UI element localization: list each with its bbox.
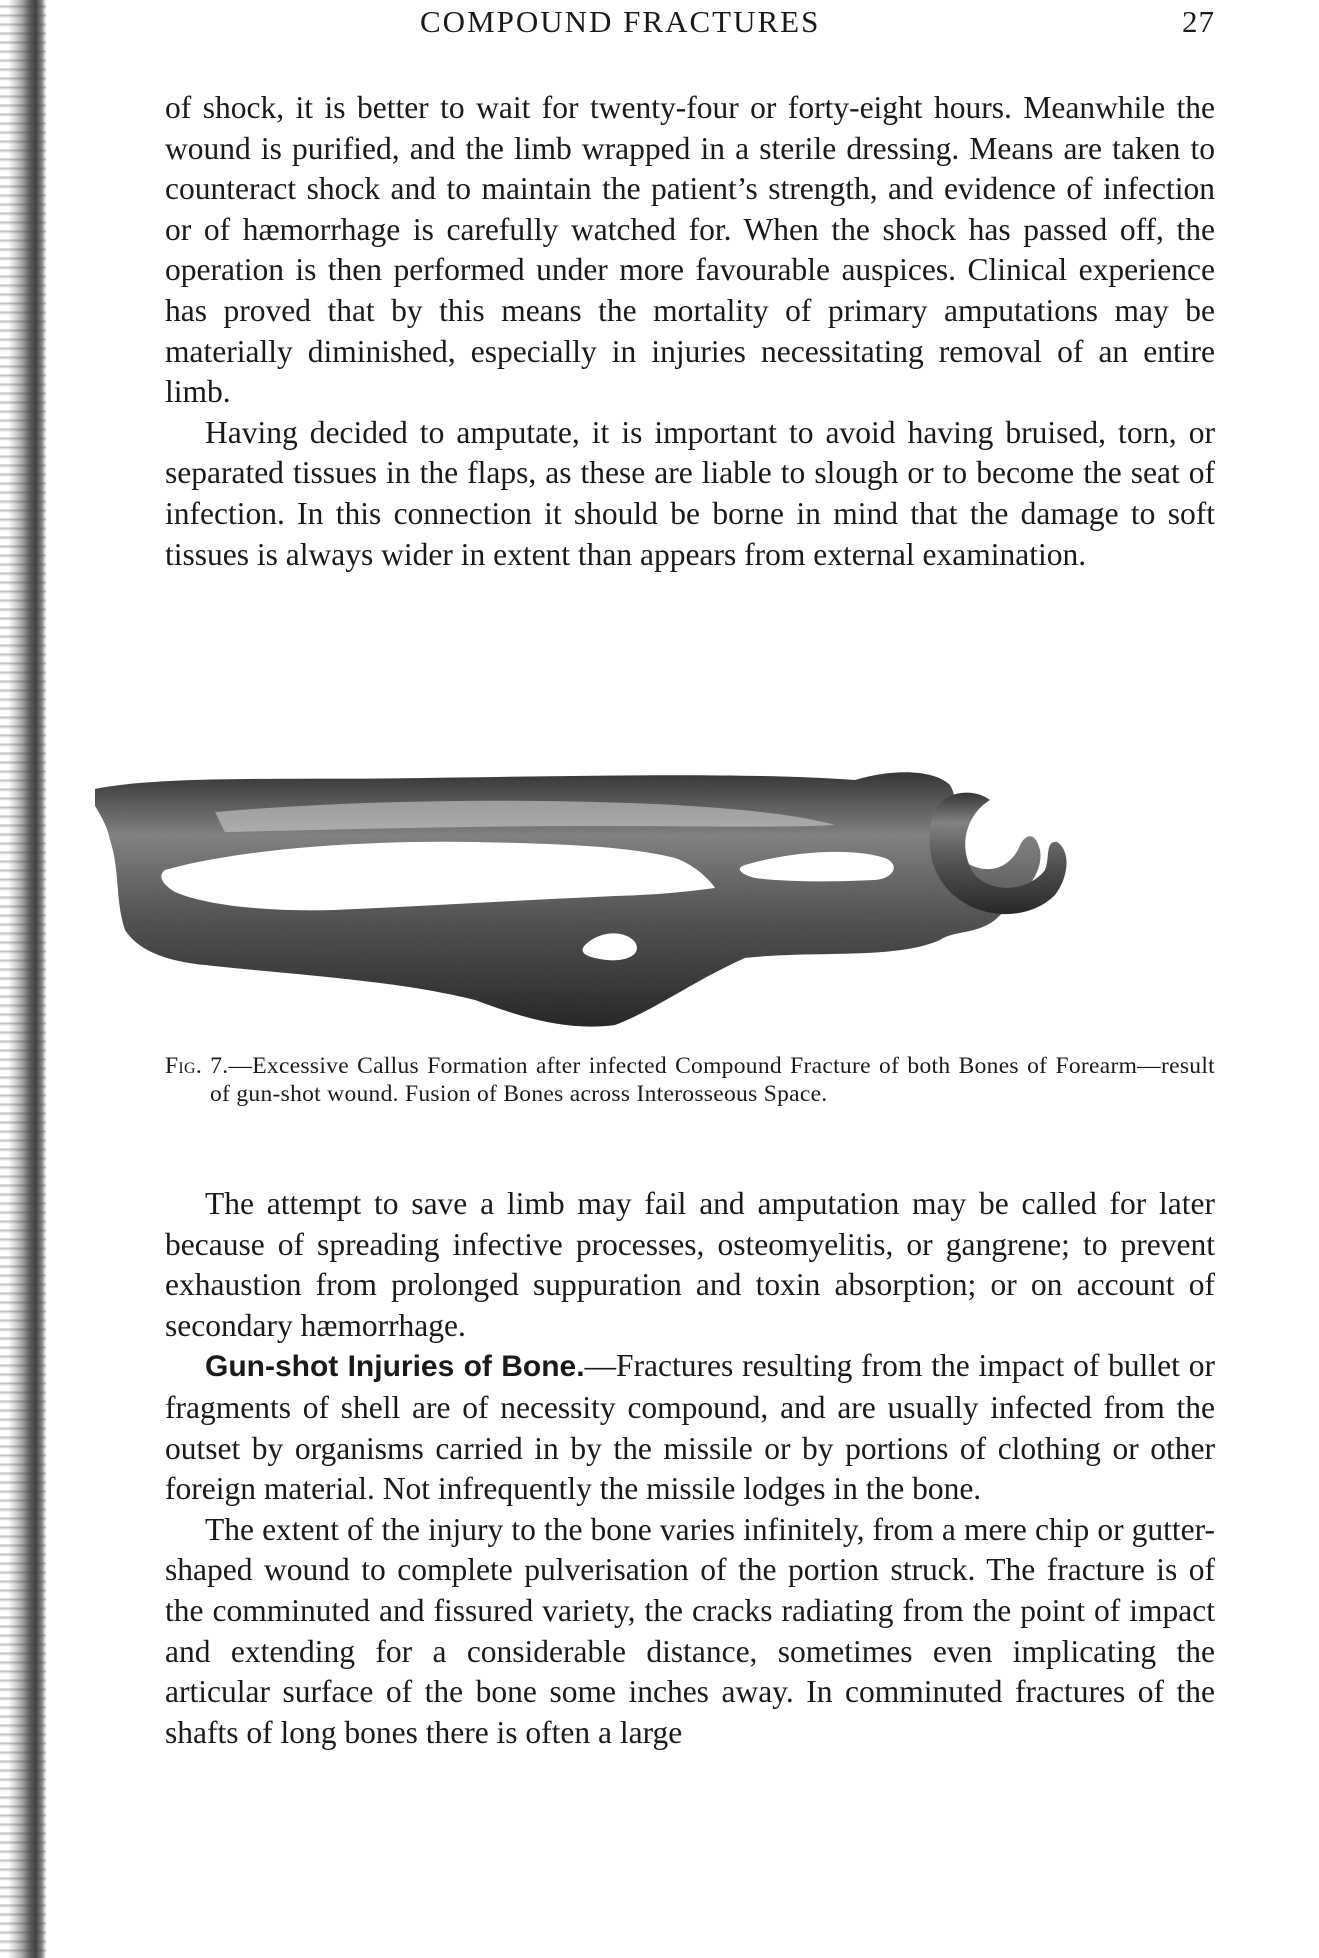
paragraph-extent: The extent of the injury to the bone varies infinitely, from a mere chip or gutter-shaped wound to complete pulverisation of the portion struck. The fracture is of the comminuted and fissured variety, the cracks radiating from the point of impact and extending for a considerable distance, sometimes even implicating the articular surface of the bone some inches away. In comminuted fractures of the shafts of long bones there is often a large <box>165 1511 1215 1750</box>
binding-edge <box>0 0 46 1958</box>
paragraph-shock: of shock, it is better to wait for twenty-four or forty-eight hours. Meanwhile the wound is purified, and the limb wrapped in a sterile dressing. Means are taken to counteract shock and to maintain the patient’s strength, and evidence of infection or of hæmorrhage is carefully watched for. When the shock has passed off, the operation is then performed under more favourable auspices. Clinical experience has proved that by this means the mortality of primary amputations may be materially diminished, especially in injuries necessitating removal of an entire limb. <box>165 90 1215 410</box>
page-number: 27 <box>1182 4 1215 39</box>
running-head <box>165 2 1215 42</box>
paragraph-attempt: The attempt to save a limb may fail and amputation may be called for later because of spreading infective processes, osteomyelitis, or gangrene; to prevent exhaustion from prolonged suppuration and toxin absorption; or on account of secondary hæmorrhage. <box>165 1186 1215 1343</box>
running-title: COMPOUND FRACTURES <box>420 4 821 39</box>
paragraph-gunshot-text: —Fractures resulting from the impact of bullet or fragments of shell are of necessity compound, and are usually infected from the outset by organisms carried in by the missile or by portions of clothing or other foreign material. Not infrequently the missile lodges in the bone. <box>165 1348 1215 1507</box>
figure-caption <box>165 1052 1215 1108</box>
paragraph-amputate: Having decided to amputate, it is important to avoid having bruised, torn, or separated tissues in the flaps, as these are liable to slough or to become the seat of infection. In this connection it should be borne in mind that the damage to soft tissues is always wider in extent than appears from external examination. <box>165 414 1215 572</box>
paragraph-gunshot <box>165 1346 1215 1509</box>
section-heading-gunshot: Gun-shot Injuries of Bone. <box>205 1350 585 1384</box>
top-text-block <box>165 88 1215 575</box>
figure-label: Fig. 7. <box>165 1053 229 1079</box>
figure-forearm-bones <box>95 770 1290 1040</box>
caption-text <box>165 1052 1215 1108</box>
caption-body: —Excessive Callus Formation after infected Compound Fracture of both Bones of Forearm—result of gun-shot wound. Fusion of Bones across Interosseous Space. <box>210 1053 1215 1107</box>
bottom-text-block <box>165 1184 1215 1753</box>
